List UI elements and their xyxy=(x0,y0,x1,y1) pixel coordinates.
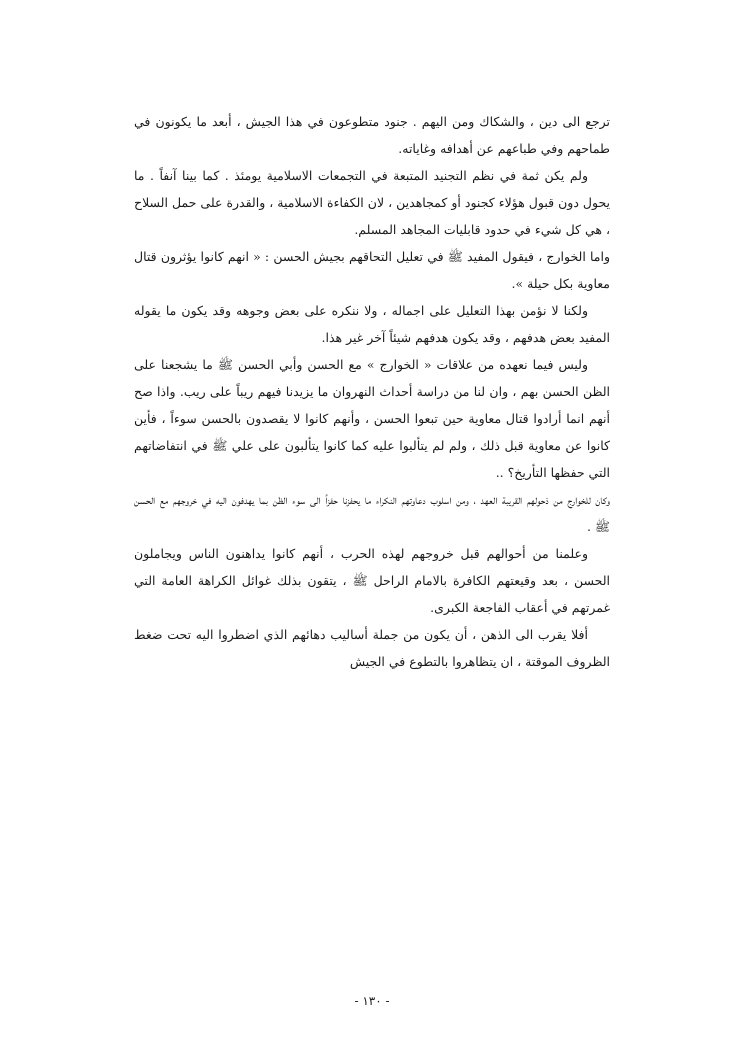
paragraph-3: واما الخوارج ، فيقول المفيد ﷺ في تعليل التحاقهم بجيش الحسن : « انهم كانوا يؤثرون قتال معاوية بكل حيلة ». xyxy=(134,249,610,291)
paragraph-7: وعلمنا من أحوالهم قبل خروجهم لهذه الحرب ، أنهم كانوا يداهنون الناس ويجاملون الحسن ، بعد وقيعتهم الكافرة بالامام الراحل ﷺ ، يتقون بذلك غوائل الكراهة العامة التي غمرتهم في أعقاب الفاجعة الكبرى. xyxy=(134,546,610,615)
paragraph-4: ولكنا لا نؤمن بهذا التعليل على اجماله ، ولا ننكره على بعض وجوهه وقد يكون ما يقوله المفيد بعض هدفهم ، وقد يكون هدفهم شيئاً آخر غير هذا. xyxy=(134,303,610,345)
paragraph-5: وليس فيما نعهده من علاقات « الخوارج » مع الحسن وأبي الحسن ﷺ ما يشجعنا على الظن الحسن بهم ، وان لنا من دراسة أحداث النهروان ما يزيدنا فيهم ريباً على ريب. واذا صح أنهم انما أرادوا قتال معاوية حين تبعوا الحسن ، وأنهم كانوا لا يقصدون بالحسن سوءاً ، فأين كانوا عن معاوية قبل ذلك ، ولم لم يتألبوا عليه كما كانوا يتألبون على علي ﷺ في انتفاضاتهم التي حفظها التأريخ؟ .. xyxy=(134,357,610,480)
page-number: - ١٣٠ - xyxy=(354,994,390,1008)
paragraph-1: ترجع الى دين ، والشكاك ومن اليهم . جنود متطوعون في هذا الجيش ، أبعد ما يكونون في طماحهم وفي طباعهم عن أهدافه وغاياته. xyxy=(134,114,610,156)
body-text xyxy=(134,108,610,675)
paragraph-8: أفلا يقرب الى الذهن ، أن يكون من جملة أساليب دهائهم الذي اضطروا اليه تحت ضغط الظروف الموقتة ، ان يتظاهروا بالتطوع في الجيش xyxy=(134,627,610,669)
paragraph-6: وكان للخوارج من ذحولهم القريبة العهد ، ومن اسلوب دعاوتهم النكراء ما يحفزنا حفزاً الى سوء الظن بما يهدفون اليه في خروجهم مع الحسن ﷺ . xyxy=(134,492,610,534)
paragraph-2: ولم يكن ثمة في نظم التجنيد المتبعة في التجمعات الاسلامية يومئذ . كما بينا آنفاً . ما يحول دون قبول هؤلاء كجنود أو كمجاهدين ، لان الكفاءة الاسلامية ، والقدرة على حمل السلاح ، هي كل شيء في حدود قابليات المجاهد المسلم. xyxy=(134,168,610,237)
